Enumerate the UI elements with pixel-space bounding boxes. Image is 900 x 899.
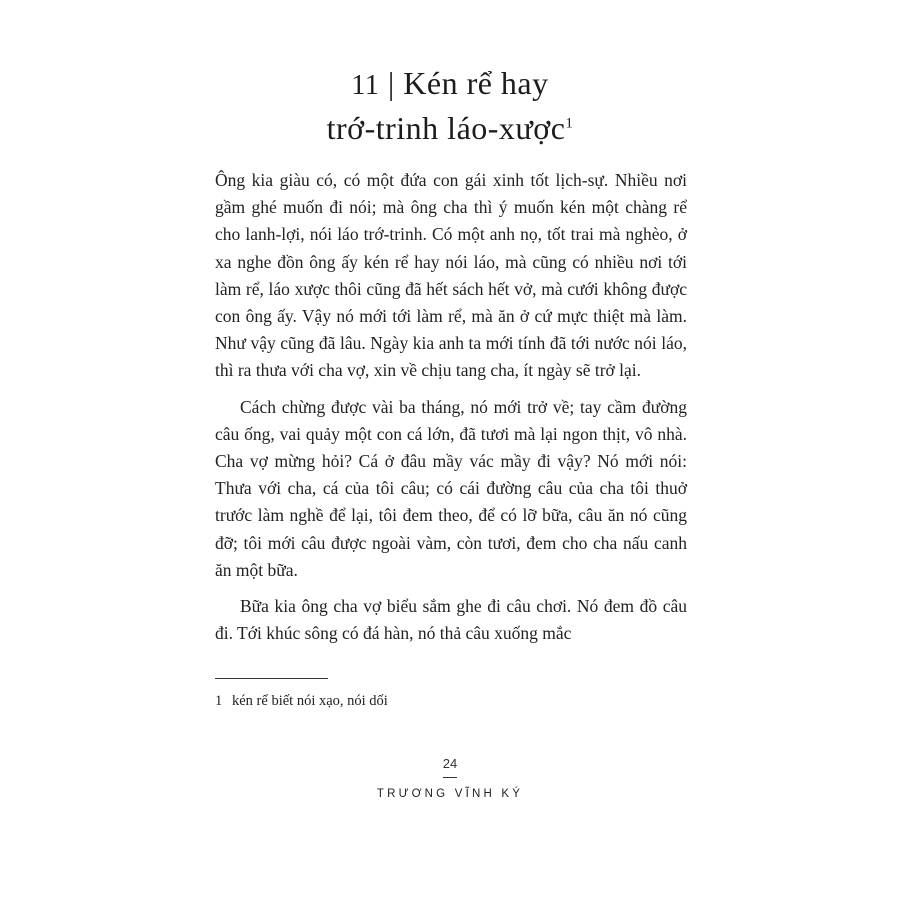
chapter-title xyxy=(0,62,900,149)
footnote-divider xyxy=(215,678,328,679)
footnote-reference[interactable]: 1 xyxy=(565,115,574,132)
body-text xyxy=(215,167,687,656)
footnote xyxy=(215,691,687,711)
chapter-title-text-1: Kén rể hay xyxy=(403,65,549,101)
page-number: 24 xyxy=(442,756,458,772)
paragraph: Bữa kia ông cha vợ biểu sắm ghe đi câu chơi. Nó đem đồ câu đi. Tới khúc sông có đá hàn, nó thả câu xuống mắc xyxy=(215,596,687,644)
chapter-number: 11 xyxy=(351,70,380,101)
paragraph: Cách chừng được vài ba tháng, nó mới trở về; tay cầm đường câu ống, vai quảy một con cá lớn, đã tươi mà lại ngon thịt, vô nhà. Cha vợ mừng hỏi? Cá ở đâu mầy vác mầy đi vậy? Nó mới nói: Thưa với cha, cá của tôi câu; có cái đường câu của cha tôi thuở trước làm nghề để lại, tôi đem theo, để có lỡ bữa, câu ăn nó cũng đỡ; tôi mới câu được ngoài vàm, còn tươi, đem cho cha nấu canh ăn một bữa. xyxy=(215,396,687,580)
footnote-block xyxy=(215,678,687,711)
chapter-title-line-2 xyxy=(0,107,900,149)
page-number-divider xyxy=(443,777,457,778)
chapter-separator: | xyxy=(387,65,395,101)
footnote-number: 1 xyxy=(215,693,223,710)
footnote-text: kén rể biết nói xạo, nói dối xyxy=(232,693,388,710)
paragraph: Ông kia giàu có, có một đứa con gái xinh tốt lịch-sự. Nhiều nơi gầm ghé muốn đi nói; mà ông cha thì ý muốn kén một chàng rể cho lanh-lợi, nói láo trớ-trinh. Có một anh nọ, tốt trai mà nghèo, ở xa nghe đồn ông ấy kén rể hay nói láo, mà cũng có nhiều nơi tới làm rể, láo xược thôi cũng đã hết sách hết vở, mà cưới không được con ông ấy. Vậy nó mới tới làm rể, mà ăn ở cứ mực thiệt mà làm. Như vậy cũng đã lâu. Ngày kia anh ta mới tính đã tới nước nói láo, thì ra thưa với cha vợ, xin về chịu tang cha, ít ngày sẽ trở lại. xyxy=(215,170,687,381)
running-footer-author: TRƯƠNG VĨNH KÝ xyxy=(376,788,524,801)
page-footer xyxy=(0,755,900,822)
chapter-title-line-1 xyxy=(0,62,900,107)
chapter-title-text-2: trớ-trinh láo-xược xyxy=(326,110,566,146)
